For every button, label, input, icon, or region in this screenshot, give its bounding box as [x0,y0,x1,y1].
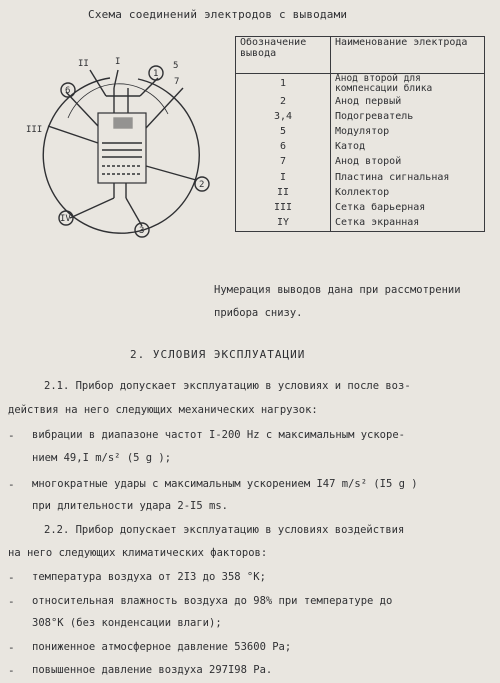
pin-cell: III [236,200,331,215]
table-row [236,94,485,109]
pin-label-IV: IV [60,214,71,224]
table-row [236,170,485,185]
item-humidity-line2: 308°K (без конденсации влаги); [32,617,222,629]
pin-table [235,36,485,232]
pin-cell: 5 [236,124,331,139]
list-dash: - [8,429,15,442]
pin-label-I: I [115,57,121,67]
pin-label-III: III [26,125,43,135]
table-row [236,140,485,155]
list-dash: - [8,571,15,584]
paragraph-2-2-line2: на него следующих климатических факторов: [8,547,268,559]
table-row [236,124,485,139]
pin-cell: I [236,170,331,185]
pin-cell: 6 [236,140,331,155]
electrode-cell: Пластина сигнальная [331,170,485,185]
table-row [236,109,485,124]
electrode-cell: Анод второй для компенсации блика [331,74,485,95]
pin-label-3: 3 [139,226,145,236]
pin-cell: IY [236,216,331,232]
pin-cell: 1 [236,74,331,95]
item-high-pressure: повышенное давление воздуха 297I98 Pa. [32,664,273,676]
section-heading: 2. УСЛОВИЯ ЭКСПЛУАТАЦИИ [130,348,306,361]
pin-label-II: II [78,59,89,69]
pin-label-1: 1 [153,69,159,79]
list-dash: - [8,641,15,654]
electrode-cell: Катод [331,140,485,155]
item-vibration-line1: вибрации в диапазоне частот I-200 Hz с максимальным ускоре- [32,429,405,441]
item-shock-line1: многократные удары с максимальным ускорением I47 m/s² (I5 g ) [32,478,418,490]
pin-label-2: 2 [199,180,205,190]
electrode-cell: Коллектор [331,185,485,200]
item-shock-line2: при длительности удара 2-I5 ms. [32,500,228,512]
pin-cell: 3,4 [236,109,331,124]
electrode-cell: Сетка барьерная [331,200,485,215]
electrode-cell: Анод первый [331,94,485,109]
paragraph-2-1-line2: действия на него следующих механических нагрузок: [8,404,318,416]
table-row [236,200,485,215]
table-row [236,185,485,200]
paragraph-2-2-line1: 2.2. Прибор допускает эксплуатацию в условиях воздействия [44,524,405,536]
diagram-title: Схема соединений электродов с выводами [88,8,348,21]
pin-cell: 2 [236,94,331,109]
pin-label-5: 5 [173,61,179,71]
table-row [236,216,485,232]
electrode-cell: Сетка экранная [331,216,485,232]
item-temperature: температура воздуха от 2I3 до 358 °K; [32,571,266,583]
pin-connection-diagram [18,48,223,248]
electrode-cell: Анод второй [331,155,485,170]
table-row [236,74,485,95]
pin-label-6: 6 [65,86,71,96]
pin-label-7: 7 [174,77,180,87]
list-dash: - [8,664,15,677]
item-vibration-line2: нием 49,I m/s² (5 g ); [32,452,172,464]
paragraph-2-1-line1: 2.1. Прибор допускает эксплуатацию в условиях и после воз- [44,380,411,392]
electrode-cell: Подогреватель [331,109,485,124]
pin-cell: 7 [236,155,331,170]
numbering-note: Нумерация выводов дана при рассмотрении прибора снизу. [214,284,461,319]
list-dash: - [8,478,15,491]
list-dash: - [8,595,15,608]
item-humidity-line1: относительная влажность воздуха до 98% при температуре до [32,595,393,607]
pin-table-header-designation: Обозначение вывода [236,37,331,74]
table-row [236,155,485,170]
pin-cell: II [236,185,331,200]
pin-table-header-name: Наименование электрода [331,37,485,74]
item-low-pressure: пониженное атмосферное давление 53600 Pa; [32,641,292,653]
electrode-cell: Модулятор [331,124,485,139]
